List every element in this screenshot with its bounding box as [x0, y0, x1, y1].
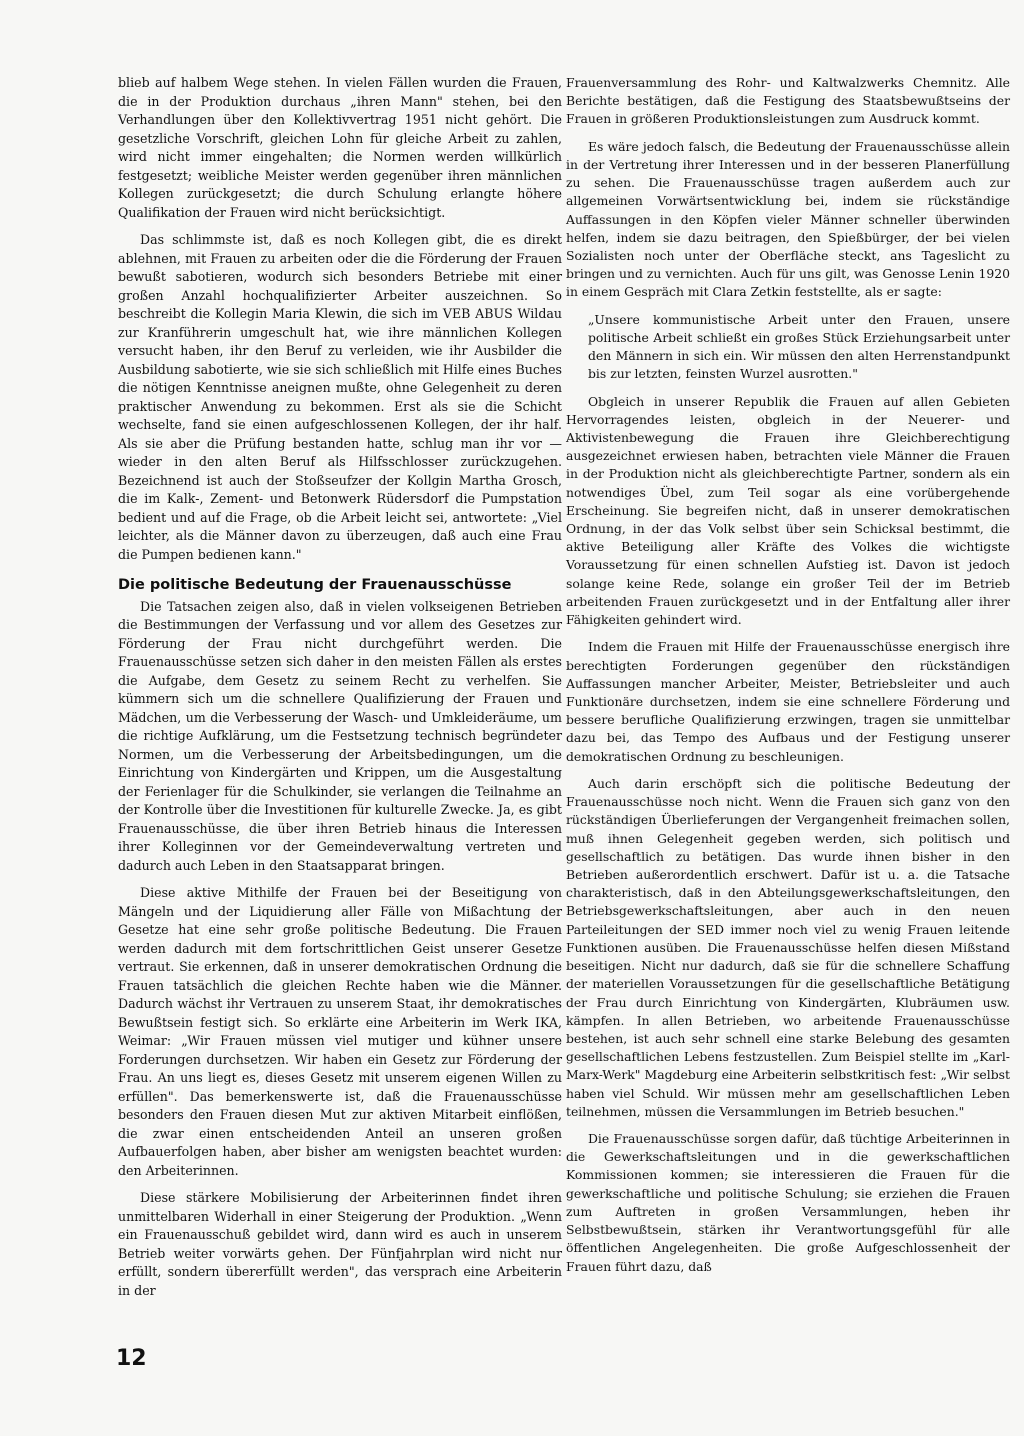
paragraph: Es wäre jedoch falsch, die Bedeutung der Frauenausschüsse allein in der Vertretung ihrer Interessen und in der besseren Planerfüllung zu sehen. Die Frauenausschüsse tragen außerdem auch zur allgemeinen Vorwärtsentwicklung bei, indem sie rückständige Auffassungen in den Köpfen vieler Männer schneller überwinden helfen, indem sie dazu beitragen, den Spießbürger, der bei vielen Sozialisten noch unter der Oberfläche steckt, ans Tageslicht zu bringen und zu vernichten. Auch für uns gilt, was Genosse Lenin 1920 in einem Gespräch mit Clara Zetkin feststellte, als er sagte: — [566, 138, 1010, 300]
left-column — [118, 74, 562, 1300]
section-heading: Die politische Bedeutung der Frauenausschüsse — [118, 577, 512, 593]
block-quote: „Unsere kommunistische Arbeit unter den Frauen, unsere politische Arbeit schließt ein großes Stück Erziehungsarbeit unter den Männern in sich ein. Wir müssen den alten Herrenstandpunkt bis zur letzten, feinsten Wurzel ausrotten." — [588, 311, 1010, 382]
paragraph: blieb auf halbem Wege stehen. In vielen Fällen wurden die Frauen, die in der Produktion durchaus „ihren Mann" stehen, bei den Verhandlungen über den Kollektivvertrag 1951 nicht gehört. Die gesetzliche Vorschrift, gleichen Lohn für gleiche Arbeit zu zahlen, wird nicht immer eingehalten; die Normen werden willkürlich festgesetzt; weibliche Meister werden gegenüber ihren männlichen Kollegen zurückgesetzt; die durch Schulung erlangte höhere Qualifikation der Frauen wird nicht berücksichtigt. — [118, 75, 562, 220]
paragraph: Diese aktive Mithilfe der Frauen bei der Beseitigung von Mängeln und der Liquidierung aller Fälle von Mißachtung der Gesetze hat eine sehr große politische Bedeutung. Die Frauen werden dadurch mit dem fortschrittlichen Geist unserer Gesetze vertraut. Sie erkennen, daß in unserer demokratischen Ordnung die Frauen tatsächlich die gleichen Rechte haben wie die Männer. Dadurch wächst ihr Vertrauen zu unserem Staat, ihr demokratisches Bewußtsein festigt sich. So erklärte eine Arbeiterin im Werk IKA, Weimar: „Wir Frauen müssen viel mutiger und kühner unsere Forderungen durchsetzen. Wir haben ein Gesetz zur Förderung der Frau. An uns liegt es, dieses Gesetz mit unserem eigenen Willen zu erfüllen". Das bemerkenswerte ist, daß die Frauenausschüsse besonders den Frauen diesen Mut zur aktiven Mitarbeit einflößen, die zwar einen entscheidenden Anteil an unseren großen Aufbauerfolgen haben, aber bisher am wenigsten beachtet wurden: den Arbeiterinnen. — [118, 885, 562, 1178]
page-number: 12 — [116, 1346, 147, 1371]
paragraph: Frauenversammlung des Rohr- und Kaltwalzwerks Chemnitz. Alle Berichte bestätigen, daß die Festigung des Staatsbewußtseins der Frauen in größeren Produktionsleistungen zum Ausdruck kommt. — [566, 75, 1010, 127]
paragraph: Die Frauenausschüsse sorgen dafür, daß tüchtige Arbeiterinnen in die Gewerkschaftsleitungen und in die gewerkschaftlichen Kommissionen kommen; sie interessieren die Frauen für die gewerkschaftliche und politische Schulung; sie erziehen die Frauen zum Auftreten in großen Versammlungen, heben ihr Selbstbewußtsein, stärken ihr Verantwortungsgefühl für alle öffentlichen Angelegenheiten. Die große Aufgeschlossenheit der Frauen führt dazu, daß — [566, 1131, 1010, 1274]
paragraph: Obgleich in unserer Republik die Frauen auf allen Gebieten Hervorragendes leisten, obgleich in der Neuerer- und Aktivistenbewegung die Frauen ihre Gleichberechtigung ausgezeichnet erwiesen haben, betrachten viele Männer die Frauen in der Produktion nicht als gleichberechtigte Partner, sondern als ein notwendiges Übel, zum Teil sogar als eine vorübergehende Erscheinung. Sie begreifen nicht, daß in unserer demokratischen Ordnung, in der das Volk selbst über sein Schicksal bestimmt, die aktive Beteiligung aller Kräfte des Volkes die wichtigste Voraussetzung für einen schnellen Aufstieg ist. Davon ist jedoch solange keine Rede, solange ein großer Teil der im Betrieb arbeitenden Frauen zurückgesetzt und in der Entfaltung aller ihrer Fähigkeiten gehindert wird. — [566, 393, 1010, 628]
paragraph: Indem die Frauen mit Hilfe der Frauenausschüsse energisch ihre berechtigten Forderungen gegenüber den rückständigen Auffassungen mancher Arbeiter, Meister, Betriebsleiter und auch Funktionäre durchsetzen, indem sie eine schnellere Förderung und bessere berufliche Qualifizierung erzwingen, tragen sie unmittelbar dazu bei, das Tempo des Aufbaus und der Festigung unserer demokratischen Ordnung zu beschleunigen. — [566, 639, 1010, 764]
paragraph: Das schlimmste ist, daß es noch Kollegen gibt, die es direkt ablehnen, mit Frauen zu arbeiten oder die die Förderung der Frauen bewußt sabotieren, wodurch sich besonders Betriebe mit einer großen Anzahl hochqualifizierter Arbeiter auszeichnen. So beschreibt die Kollegin Maria Klewin, die sich im VEB ABUS Wildau zur Kranführerin umgeschult hat, wie ihre männlichen Kollegen versucht haben, ihr den Beruf zu verleiden, wie ihr Ausbilder die Ausbildung sabotierte, wie sie sich schließlich mit Hilfe eines Buches die nötigen Kenntnisse aneignen mußte, ohne Gelegenheit zu deren praktischer Anwendung zu bekommen. Erst als sie die Schicht wechselte, fand sie einen aufgeschlossenen Kollegen, der ihr half. Als sie aber die Prüfung bestanden hatte, schlug man ihr vor — wieder in den alten Beruf als Hilfsschlosser zurückzugehen. Bezeichnend ist auch der Stoßseufzer der Kollgin Martha Grosch, die im Kalk-, Zement- und Betonwerk Rüdersdorf die Pumpstation bedient und auf die Frage, ob die Arbeit leicht sei, antwortete: „Viel leichter, als die Männer davon zu überzeugen, daß auch eine Frau die Pumpen bedienen kann." — [118, 232, 562, 562]
paragraph: Die Tatsachen zeigen also, daß in vielen volkseigenen Betrieben die Bestimmungen der Verfassung und vor allem des Gesetzes zur Förderung der Frau nicht durchgeführt werden. Die Frauenausschüsse setzen sich daher in den meisten Fällen als erstes die Aufgabe, dem Gesetz zu seinem Recht zu verhelfen. Sie kümmern sich um die schnellere Qualifizierung der Frauen und Mädchen, um die Verbesserung der Wasch- und Umkleideräume, um die richtige Aufklärung, um die Festsetzung technisch begründeter Normen, um die Verbesserung der Arbeitsbedingungen, um die Einrichtung von Kindergärten und Krippen, um die Ausgestaltung der Ferienlager für die Schulkinder, sie verlangen die Teilnahme an der Kontrolle über die Investitionen für kulturelle Zwecke. Ja, es gibt Frauenausschüsse, die über ihren Betrieb hinaus die Interessen ihrer Kolleginnen vor der Gemeindeverwaltung vertreten und dadurch auch Leben in den Staatsapparat bringen. — [118, 598, 562, 873]
right-column — [566, 74, 1010, 1276]
paragraph: Diese stärkere Mobilisierung der Arbeiterinnen findet ihren unmittelbaren Widerhall in einer Steigerung der Produktion. „Wenn ein Frauenausschuß gebildet wird, dann wird es auch in unserem Betrieb weiter vorwärts gehen. Der Fünfjahrplan wird nicht nur erfüllt, sondern übererfüllt werden", das versprach eine Arbeiterin in der — [118, 1190, 562, 1298]
paragraph: Auch darin erschöpft sich die politische Bedeutung der Frauenausschüsse noch nicht. Wenn die Frauen sich ganz von den rückständigen Überlieferungen der Vergangenheit freimachen sollen, muß ihnen Gelegenheit gegeben werden, sich politisch und gesellschaftlich zu betätigen. Das wurde ihnen bisher in den Betrieben außerordentlich erschwert. Dafür ist u. a. die Tatsache charakteristisch, daß in den Abteilungsgewerkschaftsleitungen, den Betriebsgewerkschaftsleitungen, aber auch in den neuen Parteileitungen der SED immer noch viel zu wenig Frauen leitende Funktionen ausüben. Die Frauenausschüsse helfen diesen Mißstand beseitigen. Nicht nur dadurch, daß sie für die schnellere Schaffung der materiellen Voraussetzungen für die gesellschaftliche Betätigung der Frau durch Einrichtung von Kindergärten, Klubräumen usw. kämpfen. In allen Betrieben, wo arbeitende Frauenausschüsse bestehen, ist auch sehr schnell eine starke Belebung des gesamten gesellschaftlichen Lebens festzustellen. Zum Beispiel stellte im „Karl-Marx-Werk" Magdeburg eine Arbeiterin selbstkritisch fest: „Wir selbst haben viel Schuld. Wir müssen mehr am gesellschaftlichen Leben teilnehmen, müssen die Versammlungen im Betrieb besuchen." — [566, 775, 1010, 1119]
